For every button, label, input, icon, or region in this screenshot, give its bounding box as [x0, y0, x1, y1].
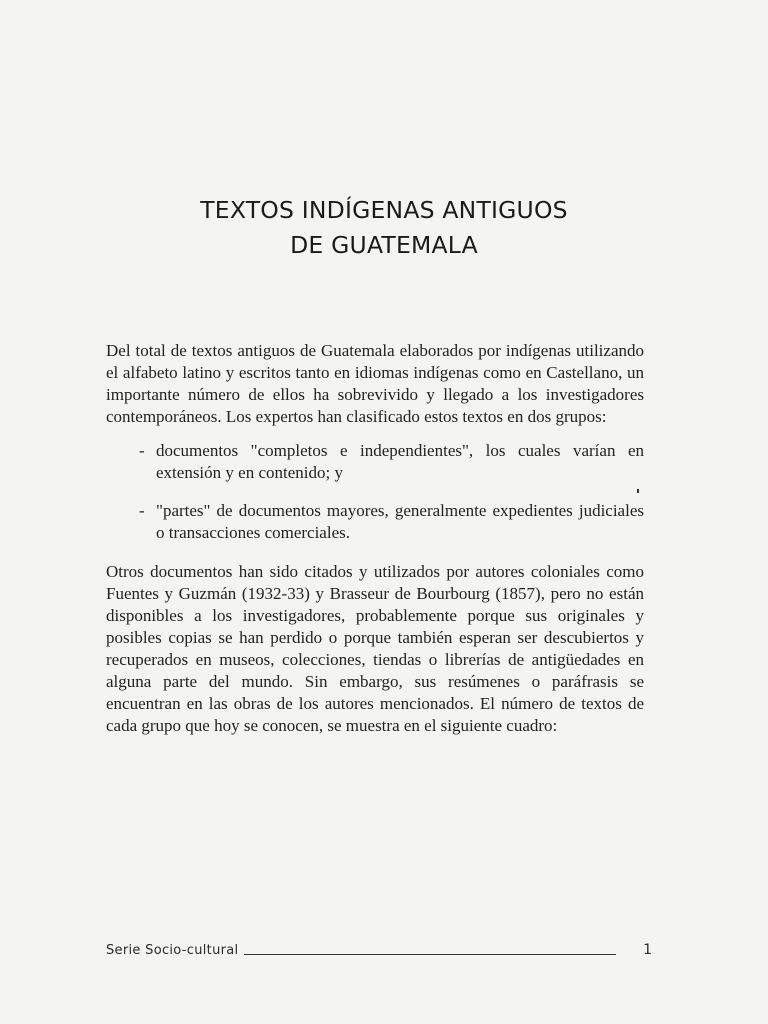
- bullet-list-1: [106, 440, 644, 484]
- footer-rule: [244, 954, 616, 955]
- page-number: 1: [643, 942, 652, 958]
- title-line-2: DE GUATEMALA: [290, 231, 478, 259]
- scan-speck: [637, 489, 639, 493]
- bullet-marker: -: [139, 441, 145, 460]
- intro-paragraph: Del total de textos antiguos de Guatemala elaborados por indígenas utilizando el alfabeto latino y escritos tanto en idiomas indígenas como en Castellano, un importante número de ellos ha sobrevivido y llegado a los investigadores contemporáneos. Los expertos han clasificado estos textos en dos grupos:: [106, 341, 644, 426]
- bullet-list-2: [106, 500, 644, 544]
- series-label: Serie Socio-cultural: [106, 943, 239, 958]
- list-item: [106, 440, 644, 484]
- bullet-text: documentos "completos e independientes", los cuales varían en extensión y en contenido; y: [156, 441, 644, 482]
- page-footer: [106, 943, 652, 967]
- bullet-marker: -: [139, 501, 145, 520]
- list-item: [106, 500, 644, 544]
- title-line-1: TEXTOS INDÍGENAS ANTIGUOS: [200, 196, 568, 224]
- second-paragraph: Otros documentos han sido citados y utilizados por autores coloniales como Fuentes y Guzmán (1932-33) y Brasseur de Bourbourg (1857), pero no están disponibles a los investigadores, probablemente porque sus originales y posibles copias se han perdido o porque también esperan ser descubiertos y recuperados en museos, colecciones, tiendas o librerías de antigüedades en alguna parte del mundo. Sin embargo, sus resúmenes o paráfrasis se encuentran en las obras de los autores mencionados. El número de textos de cada grupo que hoy se conocen, se muestra en el siguiente cuadro:: [106, 562, 644, 735]
- page-title: [100, 193, 668, 263]
- bullet-text: "partes" de documentos mayores, generalmente expedientes judiciales o transacciones comerciales.: [156, 501, 644, 542]
